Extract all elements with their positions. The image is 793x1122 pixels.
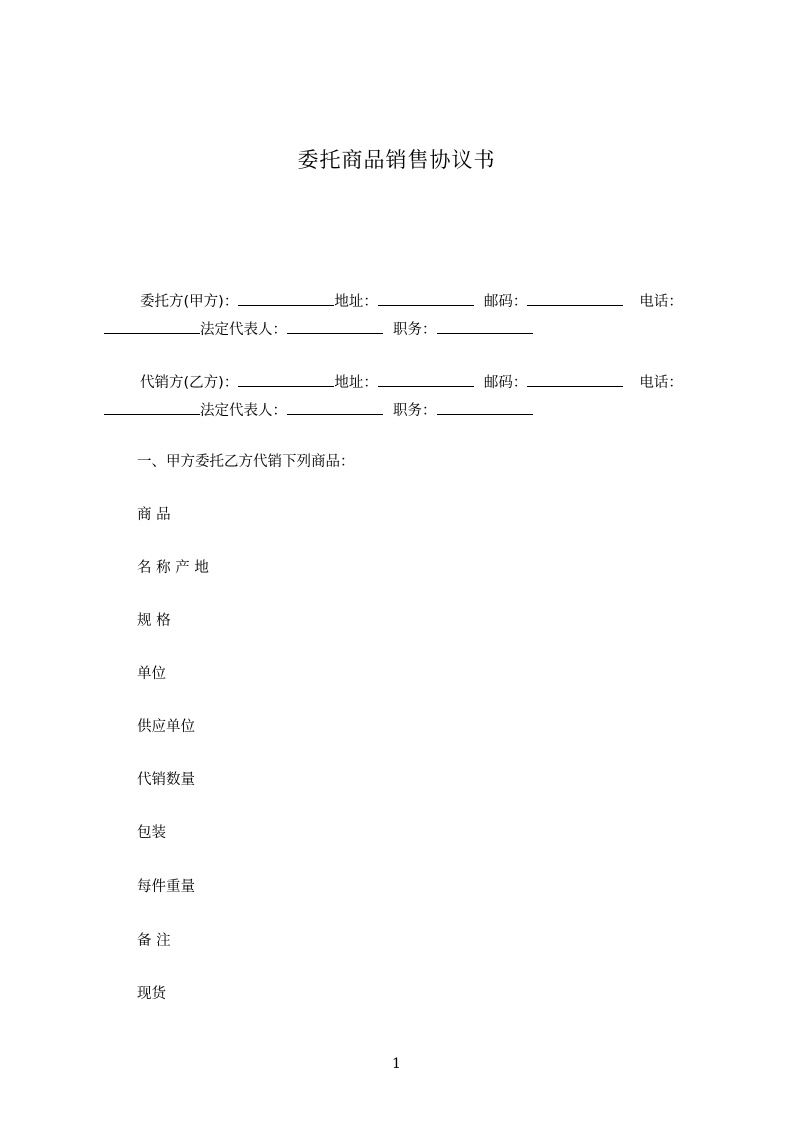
party-b-postcode-blank[interactable] (527, 372, 623, 387)
item-label: 名 称 产 地 (137, 560, 209, 576)
item-label: 规 格 (137, 613, 171, 629)
item-label: 每件重量 (137, 879, 195, 895)
party-b-address-label: 地址： (334, 375, 378, 391)
party-b-line-1 (140, 372, 683, 392)
party-a-phone-blank[interactable] (104, 319, 200, 334)
party-b-label: 代销方(乙方)： (140, 375, 239, 391)
party-a-phone-label: 电话： (639, 294, 683, 310)
party-b-position-label: 职务： (393, 403, 437, 419)
party-a-position-label: 职务： (393, 322, 437, 338)
party-b-postcode-label: 邮码： (483, 375, 528, 391)
party-b-line-2 (104, 400, 533, 420)
party-b-legal-rep-blank[interactable] (287, 400, 383, 415)
party-b-address-blank[interactable] (378, 372, 474, 387)
party-a-label: 委托方(甲方)： (140, 294, 239, 310)
party-a-postcode-blank[interactable] (527, 291, 623, 306)
document-title: 委托商品销售协议书 (297, 148, 496, 172)
item-label: 现货 (137, 986, 166, 1002)
section-1-heading: 一、甲方委托乙方代销下列商品： (137, 454, 355, 470)
item-label: 单位 (137, 666, 166, 682)
party-b-name-blank[interactable] (238, 372, 334, 387)
party-a-address-blank[interactable] (378, 291, 474, 306)
item-label: 供应单位 (137, 719, 195, 735)
party-a-line-1 (140, 291, 683, 311)
party-a-name-blank[interactable] (238, 291, 334, 306)
party-a-legal-rep-label: 法定代表人： (200, 322, 287, 338)
party-a-legal-rep-blank[interactable] (287, 319, 383, 334)
page-number: 1 (392, 1056, 401, 1072)
party-b-legal-rep-label: 法定代表人： (200, 403, 287, 419)
party-a-line-2 (104, 319, 533, 339)
item-label: 商 品 (137, 507, 171, 523)
party-a-postcode-label: 邮码： (483, 294, 528, 310)
party-b-phone-label: 电话： (639, 375, 683, 391)
item-label: 代销数量 (137, 772, 195, 788)
party-b-position-blank[interactable] (437, 400, 533, 415)
party-b-phone-blank[interactable] (104, 400, 200, 415)
party-a-position-blank[interactable] (437, 319, 533, 334)
item-label: 备 注 (137, 933, 171, 949)
party-a-address-label: 地址： (334, 294, 378, 310)
item-label: 包装 (137, 825, 166, 841)
